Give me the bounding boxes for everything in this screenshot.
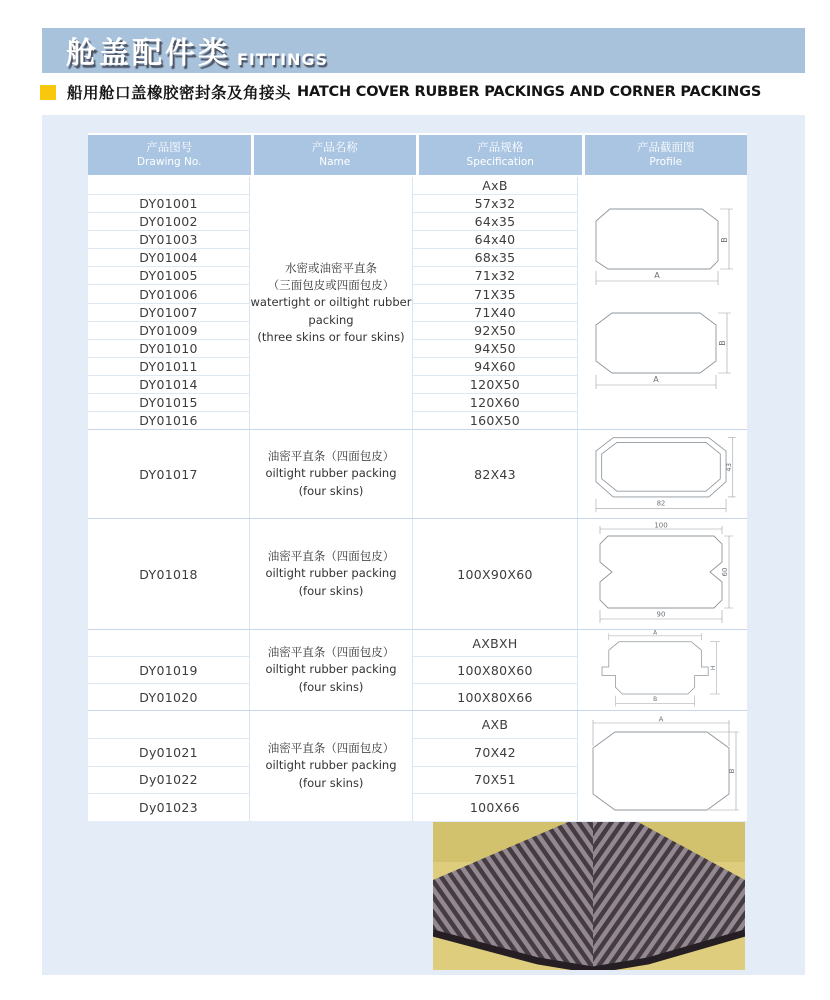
spec-cell: 100X90X60 [457,566,533,582]
col-header-en: Name [319,155,351,168]
drawing-no-cell: DY01001 [88,195,249,213]
profile-drawing-octagonal-rect [586,305,736,393]
name-line: oiltight rubber packing [265,466,397,481]
name-line: 水密或油密平直条 [284,260,377,275]
spec-cell: 100X80X66 [457,689,533,705]
spec-cell: 57x32 [413,195,577,213]
spec-cell: 71X40 [413,304,577,322]
profile-column [578,519,744,629]
name-line: packing [308,312,354,327]
drawing-no-cell: DY01019 [88,657,249,684]
product-name-cell [250,630,413,710]
product-name-cell [250,177,413,429]
profile-column [578,630,744,710]
dim-label: A [653,375,659,384]
drawing-no-cell [88,630,249,657]
drawing-no-cell: Dy01022 [88,767,249,795]
drawing-no-cell: DY01002 [88,213,249,231]
dim-label: B [653,697,658,704]
spec-cell: AXB [413,711,577,739]
drawing-no-column [88,711,250,821]
dim-label: 100 [654,521,668,529]
table-group-3 [88,518,747,629]
specification-column [413,519,578,629]
col-header-en: Specification [466,155,534,168]
spec-cell: 94X60 [413,358,577,376]
drawing-no-cell: DY01020 [139,689,198,705]
specification-column [413,177,578,429]
content-panel [42,115,805,975]
col-header-profile [585,135,748,175]
drawing-no-cell: DY01009 [88,322,249,340]
spec-cell: 64x40 [413,231,577,249]
dim-label: B [720,237,729,243]
drawing-no-cell: DY01010 [88,340,249,358]
banner-title-en: FITTINGS [237,49,329,69]
col-header-cn: 产品规格 [477,140,524,155]
table-group-5 [88,710,747,821]
subtitle-en: HATCH COVER RUBBER PACKINGS AND CORNER PACKINGS [297,84,762,100]
name-line: (four skins) [298,483,364,498]
spec-cell: 100X80X60 [413,657,577,684]
dim-label: B [718,340,727,346]
name-line: oiltight rubber packing [265,758,397,773]
product-table [88,133,747,821]
spec-cell: 120X50 [413,376,577,394]
spec-cell: 120X60 [413,394,577,412]
subtitle-cn: 船用舱口盖橡胶密封条及角接头 [67,84,292,102]
spec-cell: 64x35 [413,213,577,231]
drawing-no-column [88,519,250,629]
spec-cell: 71x32 [413,267,577,285]
spec-cell: 70X51 [413,767,577,795]
name-line: oiltight rubber packing [265,662,397,677]
name-line: 油密平直条（四面包皮） [267,549,395,564]
yellow-square-icon [40,85,56,100]
drawing-no-cell: Dy01021 [88,739,249,767]
profile-drawing-chamfered-rect [586,199,736,291]
drawing-no-cell: DY01018 [139,566,198,582]
drawing-no-cell: DY01007 [88,304,249,322]
dim-label: A [653,630,658,637]
name-line: (four skins) [298,583,364,598]
drawing-no-column [88,630,250,710]
dim-label: 43 [724,463,733,472]
spec-cell: 82X43 [474,466,516,482]
col-header-en: Drawing No. [137,155,202,168]
dim-label: A [658,716,664,724]
spec-cell: 71X35 [413,285,577,303]
name-line: (four skins) [298,775,364,790]
drawing-no-cell [88,177,249,195]
spec-cell: AxB [413,177,577,195]
name-line: (three skins or four skins) [257,329,405,344]
table-group-4 [88,629,747,710]
col-header-en: Profile [649,155,683,168]
specification-column [413,630,578,710]
section-subtitle [40,82,805,102]
table-group-2 [88,429,747,518]
dim-label: A [654,271,660,280]
specification-column [413,430,578,518]
spec-cell: 94X50 [413,340,577,358]
col-header-cn: 产品截面图 [637,140,695,155]
spec-cell: 100X66 [469,800,521,816]
dim-label: 60 [721,567,729,576]
product-photo-rubber-mat [433,822,745,970]
product-name-cell [250,430,413,518]
specification-column [413,711,578,821]
name-line: 油密平直条（四面包皮） [267,741,395,756]
profile-column [578,430,744,518]
dim-label: 90 [656,610,666,618]
drawing-no-column [88,430,250,518]
spec-cell: 160X50 [469,413,521,429]
drawing-no-cell: DY01016 [139,413,198,429]
banner-title-cn: 舱盖配件类 [66,36,231,71]
profile-drawing-notched-block [586,522,736,627]
drawing-no-cell: DY01011 [88,358,249,376]
profile-column [578,711,744,821]
drawing-no-cell [88,711,249,739]
drawing-no-cell: DY01014 [88,376,249,394]
profile-drawing-double-skin-octagon [581,430,741,518]
drawing-no-cell: DY01006 [88,285,249,303]
product-name-cell [250,519,413,629]
drawing-no-cell: DY01003 [88,231,249,249]
table-header-row [88,135,747,175]
drawing-no-cell: DY01017 [139,466,198,482]
table-body [88,177,747,821]
name-line: 油密平直条（四面包皮） [267,449,395,464]
drawing-no-cell: Dy01023 [139,800,198,816]
name-line: watertight or oiltight rubber [250,295,412,310]
spec-cell: AXBXH [413,630,577,657]
dim-label: B [728,768,736,774]
drawing-no-cell: DY01004 [88,249,249,267]
table-group-1 [88,177,747,429]
dim-label: H [710,665,717,671]
name-line: oiltight rubber packing [265,566,397,581]
col-header-drawing-no [88,135,251,175]
col-header-cn: 产品图号 [146,140,193,155]
name-line: 油密平直条（四面包皮） [267,645,395,660]
product-name-cell [250,711,413,821]
drawing-no-cell: DY01015 [88,394,249,412]
spec-cell: 70X42 [413,739,577,767]
name-line: (four skins) [298,679,364,694]
drawing-no-column [88,177,250,429]
name-line: （三面包皮或四面包皮） [267,278,395,293]
col-header-specification [419,135,582,175]
dim-label: 82 [656,499,666,508]
col-header-name [254,135,417,175]
spec-cell: 92X50 [413,322,577,340]
page-banner [42,28,805,73]
profile-column [578,177,744,429]
profile-drawing-mushroom-section [581,630,741,710]
profile-drawing-octagon [581,716,741,816]
spec-cell: 68x35 [413,249,577,267]
drawing-no-cell: DY01005 [88,267,249,285]
col-header-cn: 产品名称 [311,140,358,155]
